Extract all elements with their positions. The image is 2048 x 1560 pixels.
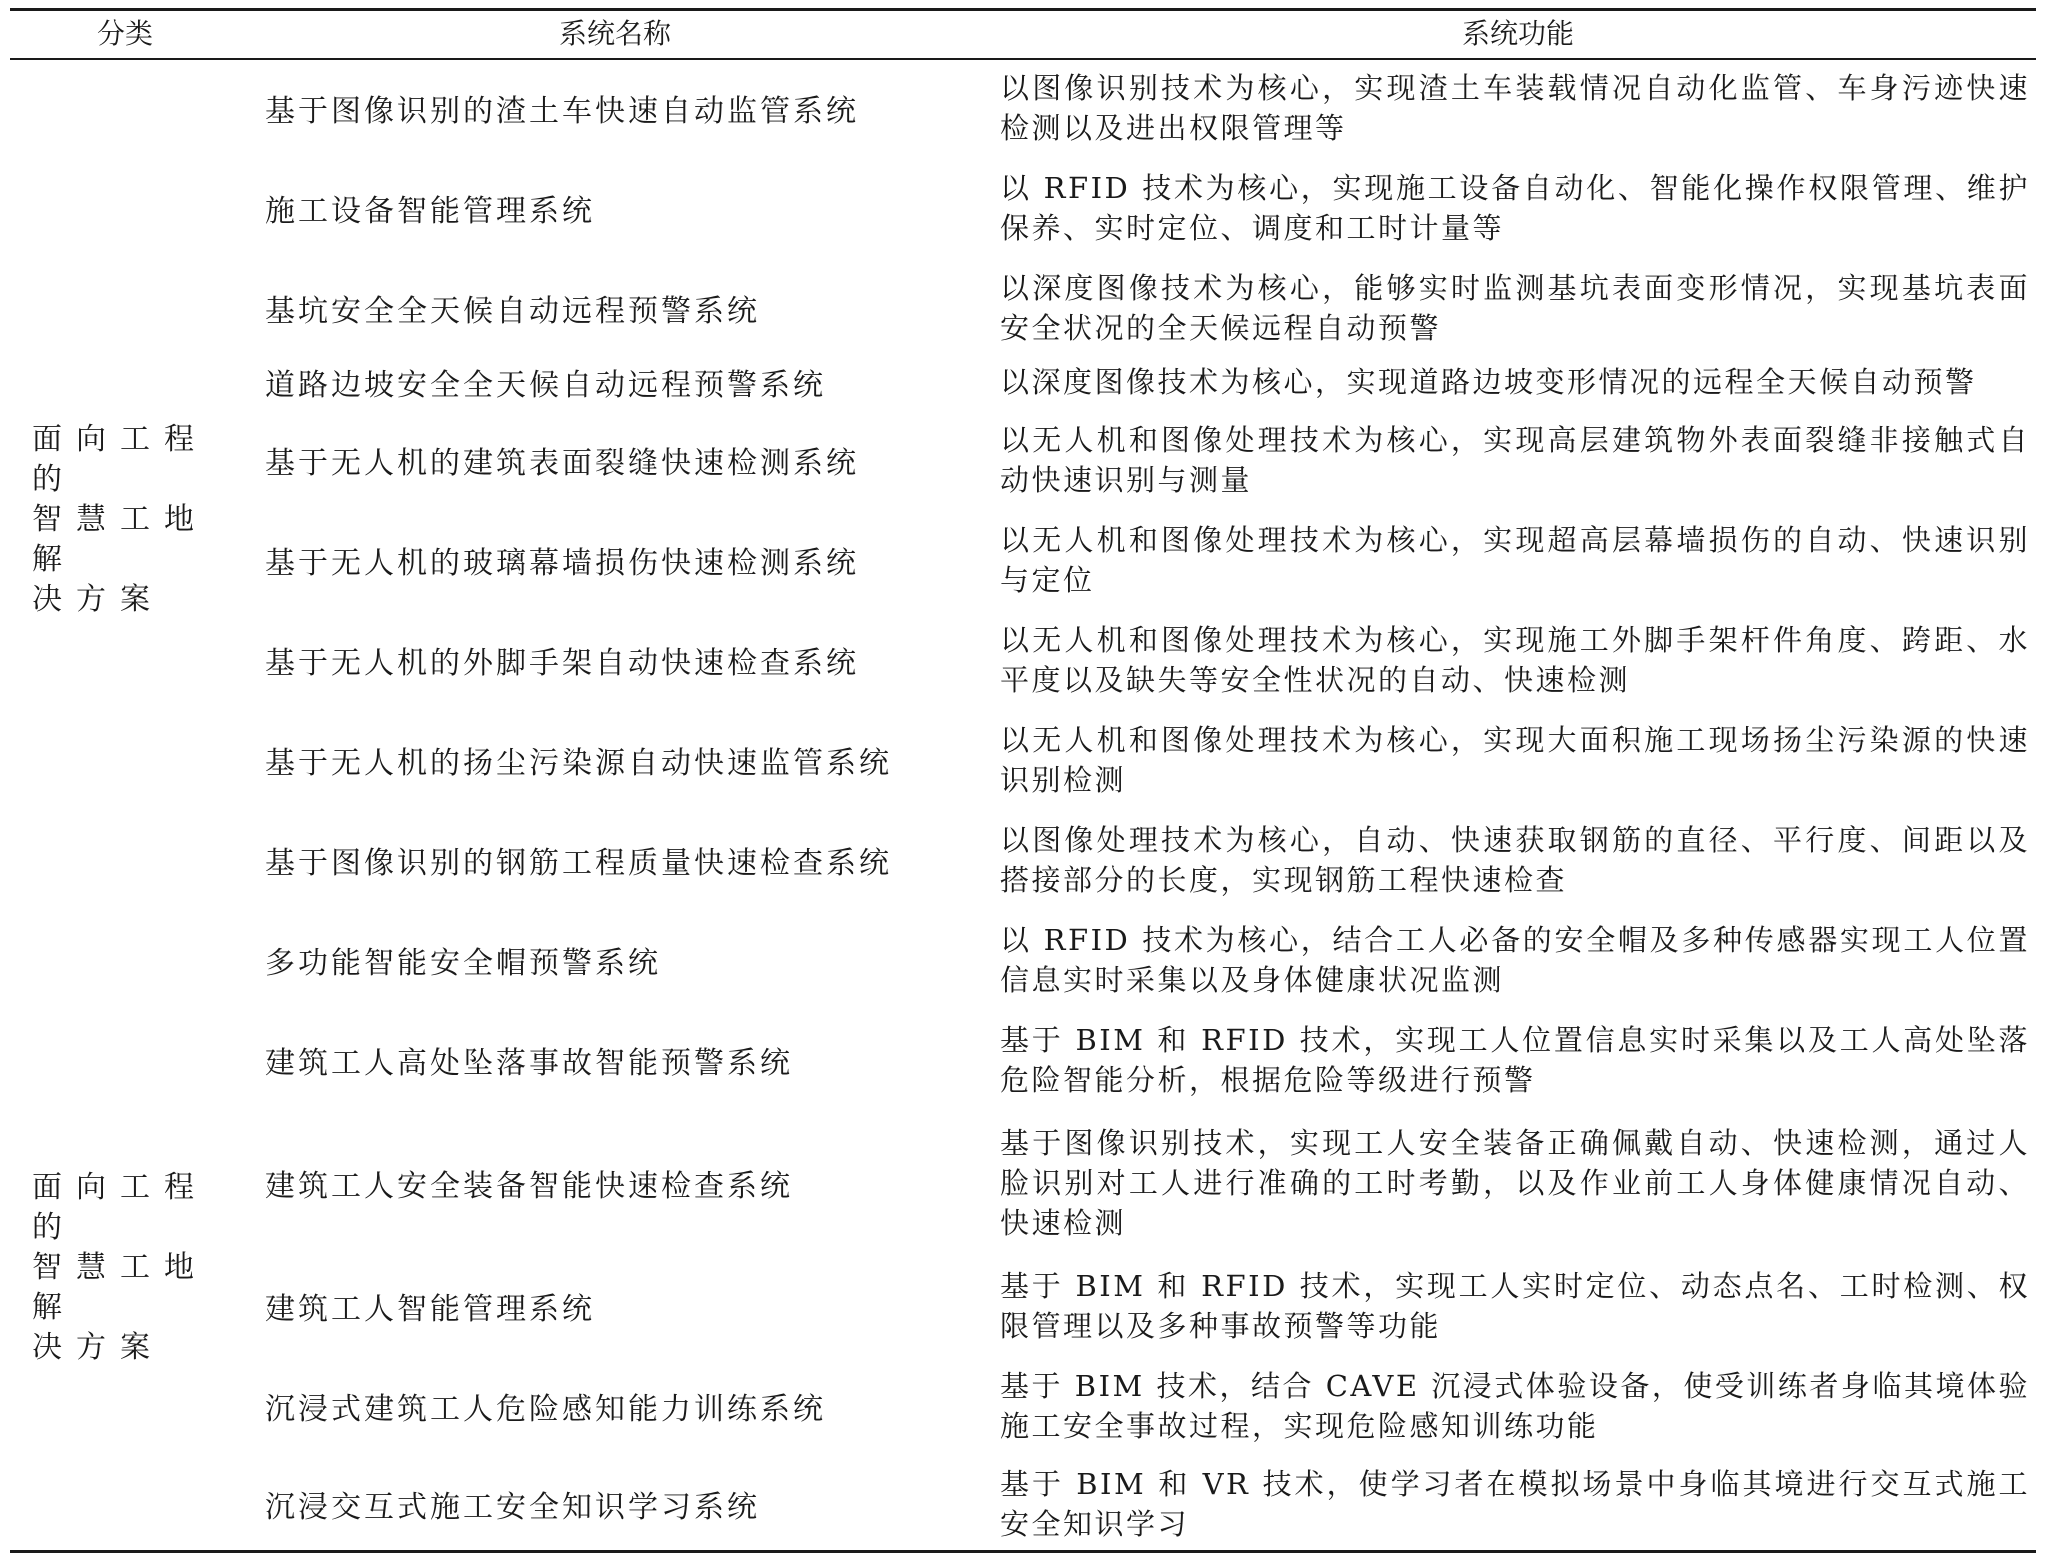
- table-row: [10, 1464, 2036, 1544]
- table-row: [10, 820, 2036, 900]
- system-name-cell: 基于图像识别的渣土车快速自动监管系统: [265, 94, 859, 129]
- table-row: [10, 1266, 2036, 1346]
- system-name-cell: 基于图像识别的钢筋工程质量快速检查系统: [265, 846, 892, 881]
- table-row: [10, 268, 2036, 348]
- system-name-cell: 建筑工人智能管理系统: [265, 1292, 595, 1327]
- data-table: [10, 8, 2036, 1552]
- system-function-cell: 以 RFID 技术为核心，结合工人必备的安全帽及多种传感器实现工人位置信息实时采集以及身体健康状况监测: [1000, 923, 2030, 997]
- system-function-cell: 以 RFID 技术为核心，实现施工设备自动化、智能化操作权限管理、维护保养、实时定位、调度和工时计量等: [1000, 171, 2030, 245]
- system-name-cell: 基于无人机的外脚手架自动快速检查系统: [265, 646, 859, 681]
- system-name-cell: 沉浸式建筑工人危险感知能力训练系统: [265, 1392, 826, 1427]
- header-system-function: 系统功能: [1461, 17, 1574, 50]
- system-name-cell: 基于无人机的建筑表面裂缝快速检测系统: [265, 446, 859, 481]
- system-function-cell: 基于 BIM 和 RFID 技术，实现工人位置信息实时采集以及工人高处坠落危险智能分析，根据危险等级进行预警: [1000, 1023, 2030, 1097]
- header-category: 分类: [96, 17, 153, 50]
- category-cell-1: 面向工程的 智慧工地解 决方案: [32, 422, 208, 617]
- system-name-cell: 建筑工人安全装备智能快速检查系统: [265, 1169, 793, 1204]
- header-system-name: 系统名称: [558, 17, 671, 50]
- system-name-cell: 施工设备智能管理系统: [265, 194, 595, 229]
- table-row: [10, 420, 2036, 500]
- system-function-cell: 以深度图像技术为核心，能够实时监测基坑表面变形情况，实现基坑表面安全状况的全天候远程自动预警: [1000, 271, 2030, 345]
- table-bottom-rule: [10, 1550, 2036, 1553]
- system-name-cell: 基于无人机的玻璃幕墙损伤快速检测系统: [265, 546, 859, 581]
- table-row: [10, 360, 2036, 404]
- table-row: [10, 1020, 2036, 1100]
- system-function-cell: 以无人机和图像处理技术为核心，实现大面积施工现场扬尘污染源的快速识别检测: [1000, 723, 2030, 797]
- system-function-cell: 基于图像识别技术，实现工人安全装备正确佩戴自动、快速检测，通过人脸识别对工人进行准确的工时考勤，以及作业前工人身体健康情况自动、快速检测: [1000, 1126, 2030, 1240]
- category-cell-2: 面向工程的 智慧工地解 决方案: [32, 1170, 208, 1365]
- system-name-cell: 基于无人机的扬尘污染源自动快速监管系统: [265, 746, 892, 781]
- system-name-cell: 基坑安全全天候自动远程预警系统: [265, 294, 760, 329]
- system-function-cell: 基于 BIM 技术，结合 CAVE 沉浸式体验设备，使受训练者身临其境体验施工安全事故过程，实现危险感知训练功能: [1000, 1369, 2030, 1443]
- table-row: [10, 1366, 2036, 1446]
- system-function-cell: 以图像识别技术为核心，实现渣土车装载情况自动化监管、车身污迹快速检测以及进出权限管理等: [1000, 71, 2030, 145]
- system-function-cell: 以无人机和图像处理技术为核心，实现超高层幕墙损伤的自动、快速识别与定位: [1000, 523, 2030, 597]
- table-row: [10, 620, 2036, 700]
- table-row: [10, 920, 2036, 1000]
- table-header-rule: [10, 58, 2036, 60]
- system-name-cell: 多功能智能安全帽预警系统: [265, 946, 661, 981]
- system-function-cell: 以图像处理技术为核心，自动、快速获取钢筋的直径、平行度、间距以及搭接部分的长度，实现钢筋工程快速检查: [1000, 823, 2030, 897]
- system-function-cell: 以无人机和图像处理技术为核心，实现高层建筑物外表面裂缝非接触式自动快速识别与测量: [1000, 423, 2030, 497]
- table-top-rule: [10, 8, 2036, 11]
- system-function-cell: 基于 BIM 和 RFID 技术，实现工人实时定位、动态点名、工时检测、权限管理以及多种事故预警等功能: [1000, 1269, 2030, 1343]
- table-row: [10, 1122, 2036, 1244]
- system-function-cell: 以深度图像技术为核心，实现道路边坡变形情况的远程全天候自动预警: [1000, 365, 1977, 399]
- system-function-cell: 基于 BIM 和 VR 技术，使学习者在模拟场景中身临其境进行交互式施工安全知识学习: [1000, 1467, 2030, 1541]
- table-row: [10, 68, 2036, 148]
- system-function-cell: 以无人机和图像处理技术为核心，实现施工外脚手架杆件角度、跨距、水平度以及缺失等安全性状况的自动、快速检测: [1000, 623, 2030, 697]
- table-row: [10, 168, 2036, 248]
- system-name-cell: 道路边坡安全全天候自动远程预警系统: [265, 368, 826, 403]
- table-row: [10, 720, 2036, 800]
- table-row: [10, 520, 2036, 600]
- system-name-cell: 建筑工人高处坠落事故智能预警系统: [265, 1046, 793, 1081]
- system-name-cell: 沉浸交互式施工安全知识学习系统: [265, 1490, 760, 1525]
